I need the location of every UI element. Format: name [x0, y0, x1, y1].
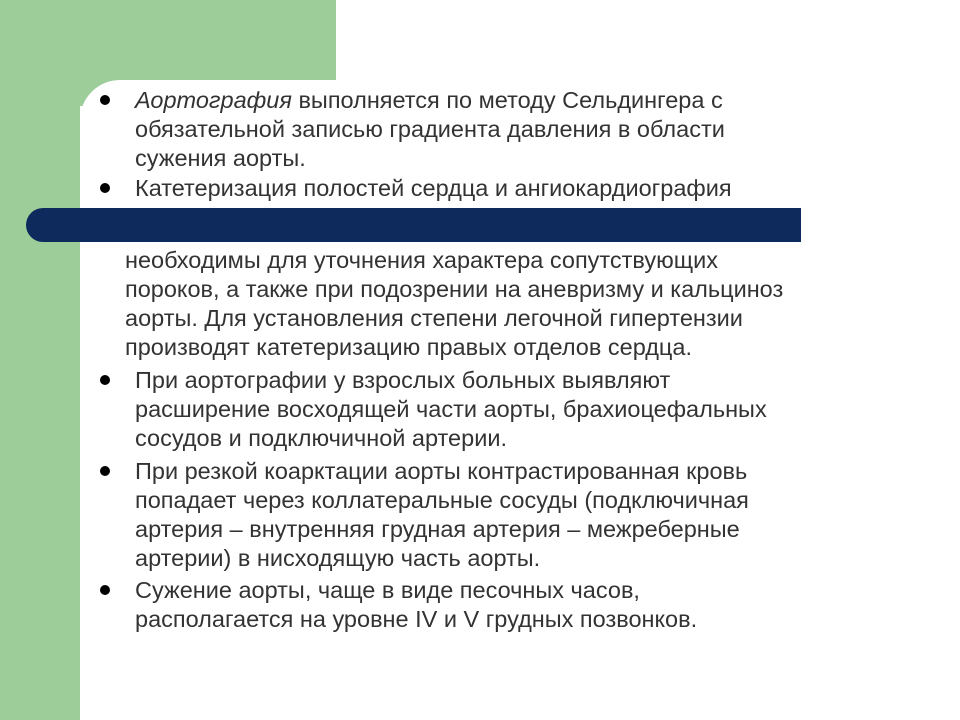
bullet-item-5: Сужение аорты, чаще в виде песочных часов, располагается на уровне IV и V грудных позвонков.	[135, 577, 698, 632]
italic-term: Аортография	[135, 87, 292, 113]
bullet-item-1	[135, 86, 725, 173]
bullet-icon	[100, 183, 110, 193]
bullet-icon	[100, 585, 110, 595]
bullet-item-4: При резкой коарктации аорты контрастированная кровь попадает через коллатеральные сосуды (подключичная артерия – внутренняя грудная артерия – межреберные артерии) в нисходящую часть аорты.	[135, 458, 749, 571]
bullet-icon	[100, 466, 110, 476]
bullet-item-1-text: выполняется по методу Сельдингера с обязательной записью градиента давления в области сужения аорты.	[135, 87, 725, 171]
continuation-paragraph: необходимы для уточнения характера сопутствующих пороков, а также при подозрении на аневризму и кальциноз аорты. Для установления степени легочной гипертензии производят катетеризацию правых отделов сердца.	[125, 247, 784, 360]
bullet-item-3: При аортографии у взрослых больных выявляют расширение восходящей части аорты, брахиоцефальных сосудов и подключичной артерии.	[135, 367, 767, 451]
bullet-icon	[100, 95, 110, 105]
bullet-item-2: Катетеризация полостей сердца и ангиокардиография	[135, 175, 732, 201]
bullet-icon	[100, 375, 110, 385]
